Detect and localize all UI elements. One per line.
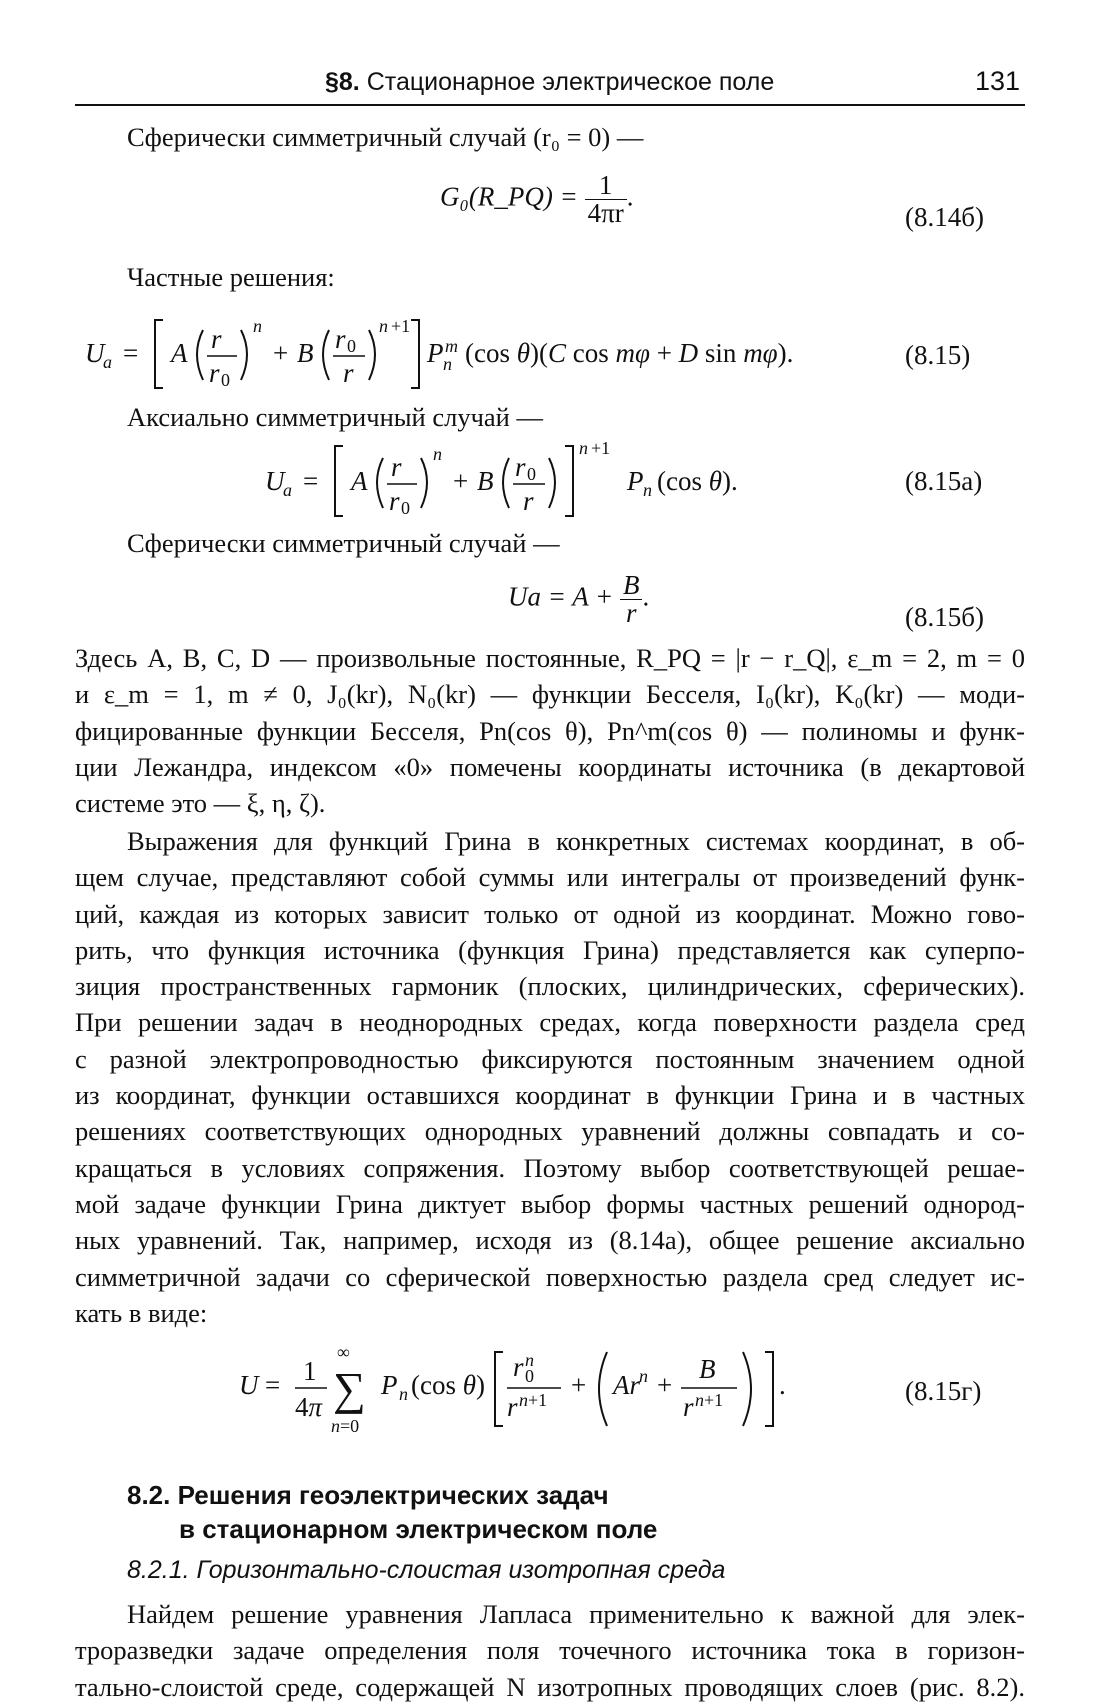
running-header	[75, 62, 1025, 106]
text-line: с разной электропроводностью фиксируются постоянным значением одной	[75, 1043, 1025, 1074]
svg-text:r: r	[683, 1392, 694, 1422]
equation-8-15b: Ua = A + $\frac{B}{r}$ .	[508, 570, 650, 628]
eq-denominator-text: r	[625, 598, 637, 628]
svg-text:r: r	[389, 486, 400, 516]
section-title-line2: в стационарном электрическом поле	[179, 1514, 658, 1544]
svg-text:m: m	[445, 336, 458, 356]
text-line: фицированные функции Бесселя, Pn(cos θ), Pn^m(cos θ) — полиномы и функ-	[75, 715, 1025, 746]
svg-text:.: .	[779, 1370, 786, 1400]
text-line: системе это — ξ, η, ζ).	[75, 788, 326, 819]
svg-text:∞: ∞	[337, 1342, 350, 1362]
svg-text:0: 0	[527, 464, 536, 484]
paragraph-laplace	[75, 1596, 1025, 1705]
svg-text:n: n	[399, 1384, 408, 1404]
svg-text:a: a	[103, 352, 112, 372]
svg-text:+: +	[657, 1370, 673, 1400]
svg-text:n=0: n=0	[331, 1416, 360, 1434]
section-heading-line1	[127, 1478, 657, 1512]
eq-numerator-text: B	[622, 570, 640, 600]
subsection-heading: 8.2.1. Горизонтально-слоистая изотропная среда	[127, 1556, 726, 1584]
eq-numerator	[620, 572, 643, 600]
svg-text:n: n	[639, 1366, 648, 1386]
section-title-line1: Решения геоэлектрических задач	[177, 1480, 609, 1510]
equation-8-15a	[255, 438, 835, 520]
text-line-axial-case: Аксиально симметричный случай —	[127, 402, 543, 432]
text-line: симметричной задачи со сферической поверхностью раздела сред следует ис-	[75, 1261, 1025, 1292]
section-number: 8.2.	[127, 1480, 171, 1510]
eq-denominator: 4πr	[587, 198, 624, 228]
equation-number: (8.15)	[905, 340, 971, 370]
text-line: ций, каждая из которых зависит только от одной из координат. Можно гово-	[75, 898, 1025, 929]
svg-text:4π: 4π	[295, 1392, 323, 1422]
svg-text:n: n	[443, 354, 452, 374]
svg-text:+: +	[273, 338, 289, 368]
text-line-spherical-case: Сферически симметричный случай (r₀ = 0) —	[127, 122, 644, 152]
svg-text:U: U	[265, 466, 285, 496]
svg-text:P: P	[381, 1370, 398, 1400]
svg-text:A: A	[171, 338, 188, 368]
svg-text:n: n	[379, 316, 388, 336]
svg-text:U: U	[85, 338, 105, 368]
equation-8-14b: G₀(R_PQ) = $\frac{1}{4\pi r}$ .	[440, 170, 634, 228]
equation-number: (8.14б)	[905, 202, 984, 232]
text-line: и ε_m = 1, m ≠ 0, J₀(kr), N₀(kr) — функции Бесселя, I₀(kr), K₀(kr) — моди-	[75, 679, 1025, 710]
page-number: 131	[974, 66, 1020, 96]
text-line: рить, что функция источника (функция Грина) представляется как суперпо-	[75, 934, 1025, 965]
svg-text:n: n	[579, 438, 588, 458]
text-line: При решении задач в неоднородных средах, когда поверхности раздела сред	[75, 1007, 1025, 1038]
svg-text:r: r	[515, 452, 526, 482]
svg-text:0: 0	[221, 370, 230, 390]
text-line-spherical-case-2: Сферически симметричный случай —	[127, 528, 560, 558]
svg-text:n: n	[253, 316, 262, 336]
header-title	[325, 68, 774, 97]
eq-numerator: 1	[585, 172, 627, 200]
eq-lhs: G₀(R_PQ) =	[440, 181, 578, 212]
text-line: кращаться в условиях сопряжения. Поэтому выбор соответствующей решае-	[75, 1152, 1025, 1183]
svg-text:P: P	[427, 338, 444, 368]
svg-text:r: r	[209, 358, 220, 388]
svg-text:∑: ∑	[333, 1363, 366, 1414]
svg-text:=: =	[123, 338, 139, 368]
paragraph-green-functions	[75, 823, 1025, 1331]
equation-8-15g	[235, 1336, 855, 1434]
text-line: из координат, функции оставшихся координат в функции Грина и в частных	[75, 1080, 1025, 1111]
svg-text:r: r	[507, 1392, 518, 1422]
svg-text:+: +	[453, 466, 469, 496]
text-line: щем случае, представляют собой суммы или интегралы от произведений функ-	[75, 862, 1025, 893]
svg-text:1: 1	[303, 1356, 317, 1386]
svg-text:P: P	[627, 466, 644, 496]
svg-text:r: r	[211, 324, 222, 354]
svg-text:=: =	[265, 1370, 281, 1400]
text-line-particular-solutions: Частные решения:	[127, 262, 335, 292]
text-line: зиция пространственных гармоник (плоских, цилиндрических, сферических).	[75, 971, 1025, 1002]
equation-number: (8.15а)	[905, 466, 983, 496]
svg-text:0: 0	[401, 498, 410, 518]
svg-text:r: r	[513, 1352, 524, 1382]
text-line: троразведки задаче определения поля точечного источника тока в горизон-	[75, 1635, 1025, 1666]
equation-8-15a-graphic	[255, 438, 835, 520]
svg-text:r: r	[343, 358, 354, 388]
eq-fraction	[620, 572, 643, 627]
equation-8-15-graphic	[75, 312, 905, 394]
svg-text:r: r	[523, 486, 534, 516]
text-line: ных уравнений. Так, например, исходя из (8.14а), общее решение аксиально	[75, 1225, 1025, 1256]
svg-text:(cos θ): (cos θ)	[411, 1370, 485, 1400]
svg-text:(cos θ)(C cos mφ + D sin mφ).: (cos θ)(C cos mφ + D sin mφ).	[465, 338, 794, 368]
svg-text:0: 0	[347, 336, 356, 356]
svg-text:B: B	[297, 338, 314, 368]
svg-text:r: r	[391, 452, 402, 482]
text-line: мой задаче функции Грина диктует выбор формы частных решений однород-	[75, 1188, 1025, 1219]
svg-text:0: 0	[525, 1366, 534, 1386]
svg-text:n+1: n+1	[695, 1390, 724, 1410]
text-line: тально-слоистой среде, содержащей N изотропных проводящих слоев (рис. 8.2).	[75, 1671, 1025, 1702]
eq-fraction	[585, 172, 627, 227]
section-mark: §8.	[325, 68, 360, 96]
section-title: Стационарное электрическое поле	[366, 68, 775, 96]
equation-8-15	[75, 312, 905, 394]
svg-text:B: B	[477, 466, 494, 496]
text-line: Найдем решение уравнения Лапласа применительно к важной для элек-	[127, 1599, 1025, 1629]
eq-lhs: Ua = A +	[508, 581, 614, 612]
equation-8-15g-graphic	[235, 1336, 855, 1434]
text-line: Здесь A, B, C, D — произвольные постоянные, R_PQ = |r − r_Q|, ε_m = 2, m = 0	[75, 643, 1025, 673]
svg-text:+1: +1	[391, 316, 411, 336]
svg-text:+1: +1	[591, 438, 611, 458]
equation-number: (8.15б)	[905, 602, 984, 632]
text-line: кать в виде:	[75, 1297, 208, 1328]
text-line: Выражения для функций Грина в конкретных системах координат, в об-	[127, 826, 1025, 856]
svg-text:n: n	[433, 444, 442, 464]
text-line: ции Лежандра, индексом «0» помечены координаты источника (в декартовой	[75, 751, 1025, 782]
svg-text:=: =	[303, 466, 319, 496]
svg-text:Ar: Ar	[613, 1370, 640, 1400]
svg-text:r: r	[335, 324, 346, 354]
svg-text:A: A	[351, 466, 368, 496]
eq-denominator	[620, 600, 643, 627]
svg-text:n: n	[643, 480, 652, 500]
svg-text:+: +	[571, 1370, 587, 1400]
svg-text:n+1: n+1	[519, 1390, 548, 1410]
equation-number: (8.15г)	[905, 1376, 982, 1406]
svg-text:n: n	[525, 1350, 534, 1370]
svg-text:a: a	[283, 480, 292, 500]
svg-text:B: B	[699, 1354, 716, 1384]
svg-text:U: U	[239, 1370, 259, 1400]
paragraph-definitions	[75, 640, 1025, 821]
text-line: решениях соответствующих однородных уравнений должны совпадать и со-	[75, 1116, 1025, 1147]
section-heading	[127, 1478, 657, 1546]
svg-text:(cos θ).: (cos θ).	[657, 466, 738, 496]
